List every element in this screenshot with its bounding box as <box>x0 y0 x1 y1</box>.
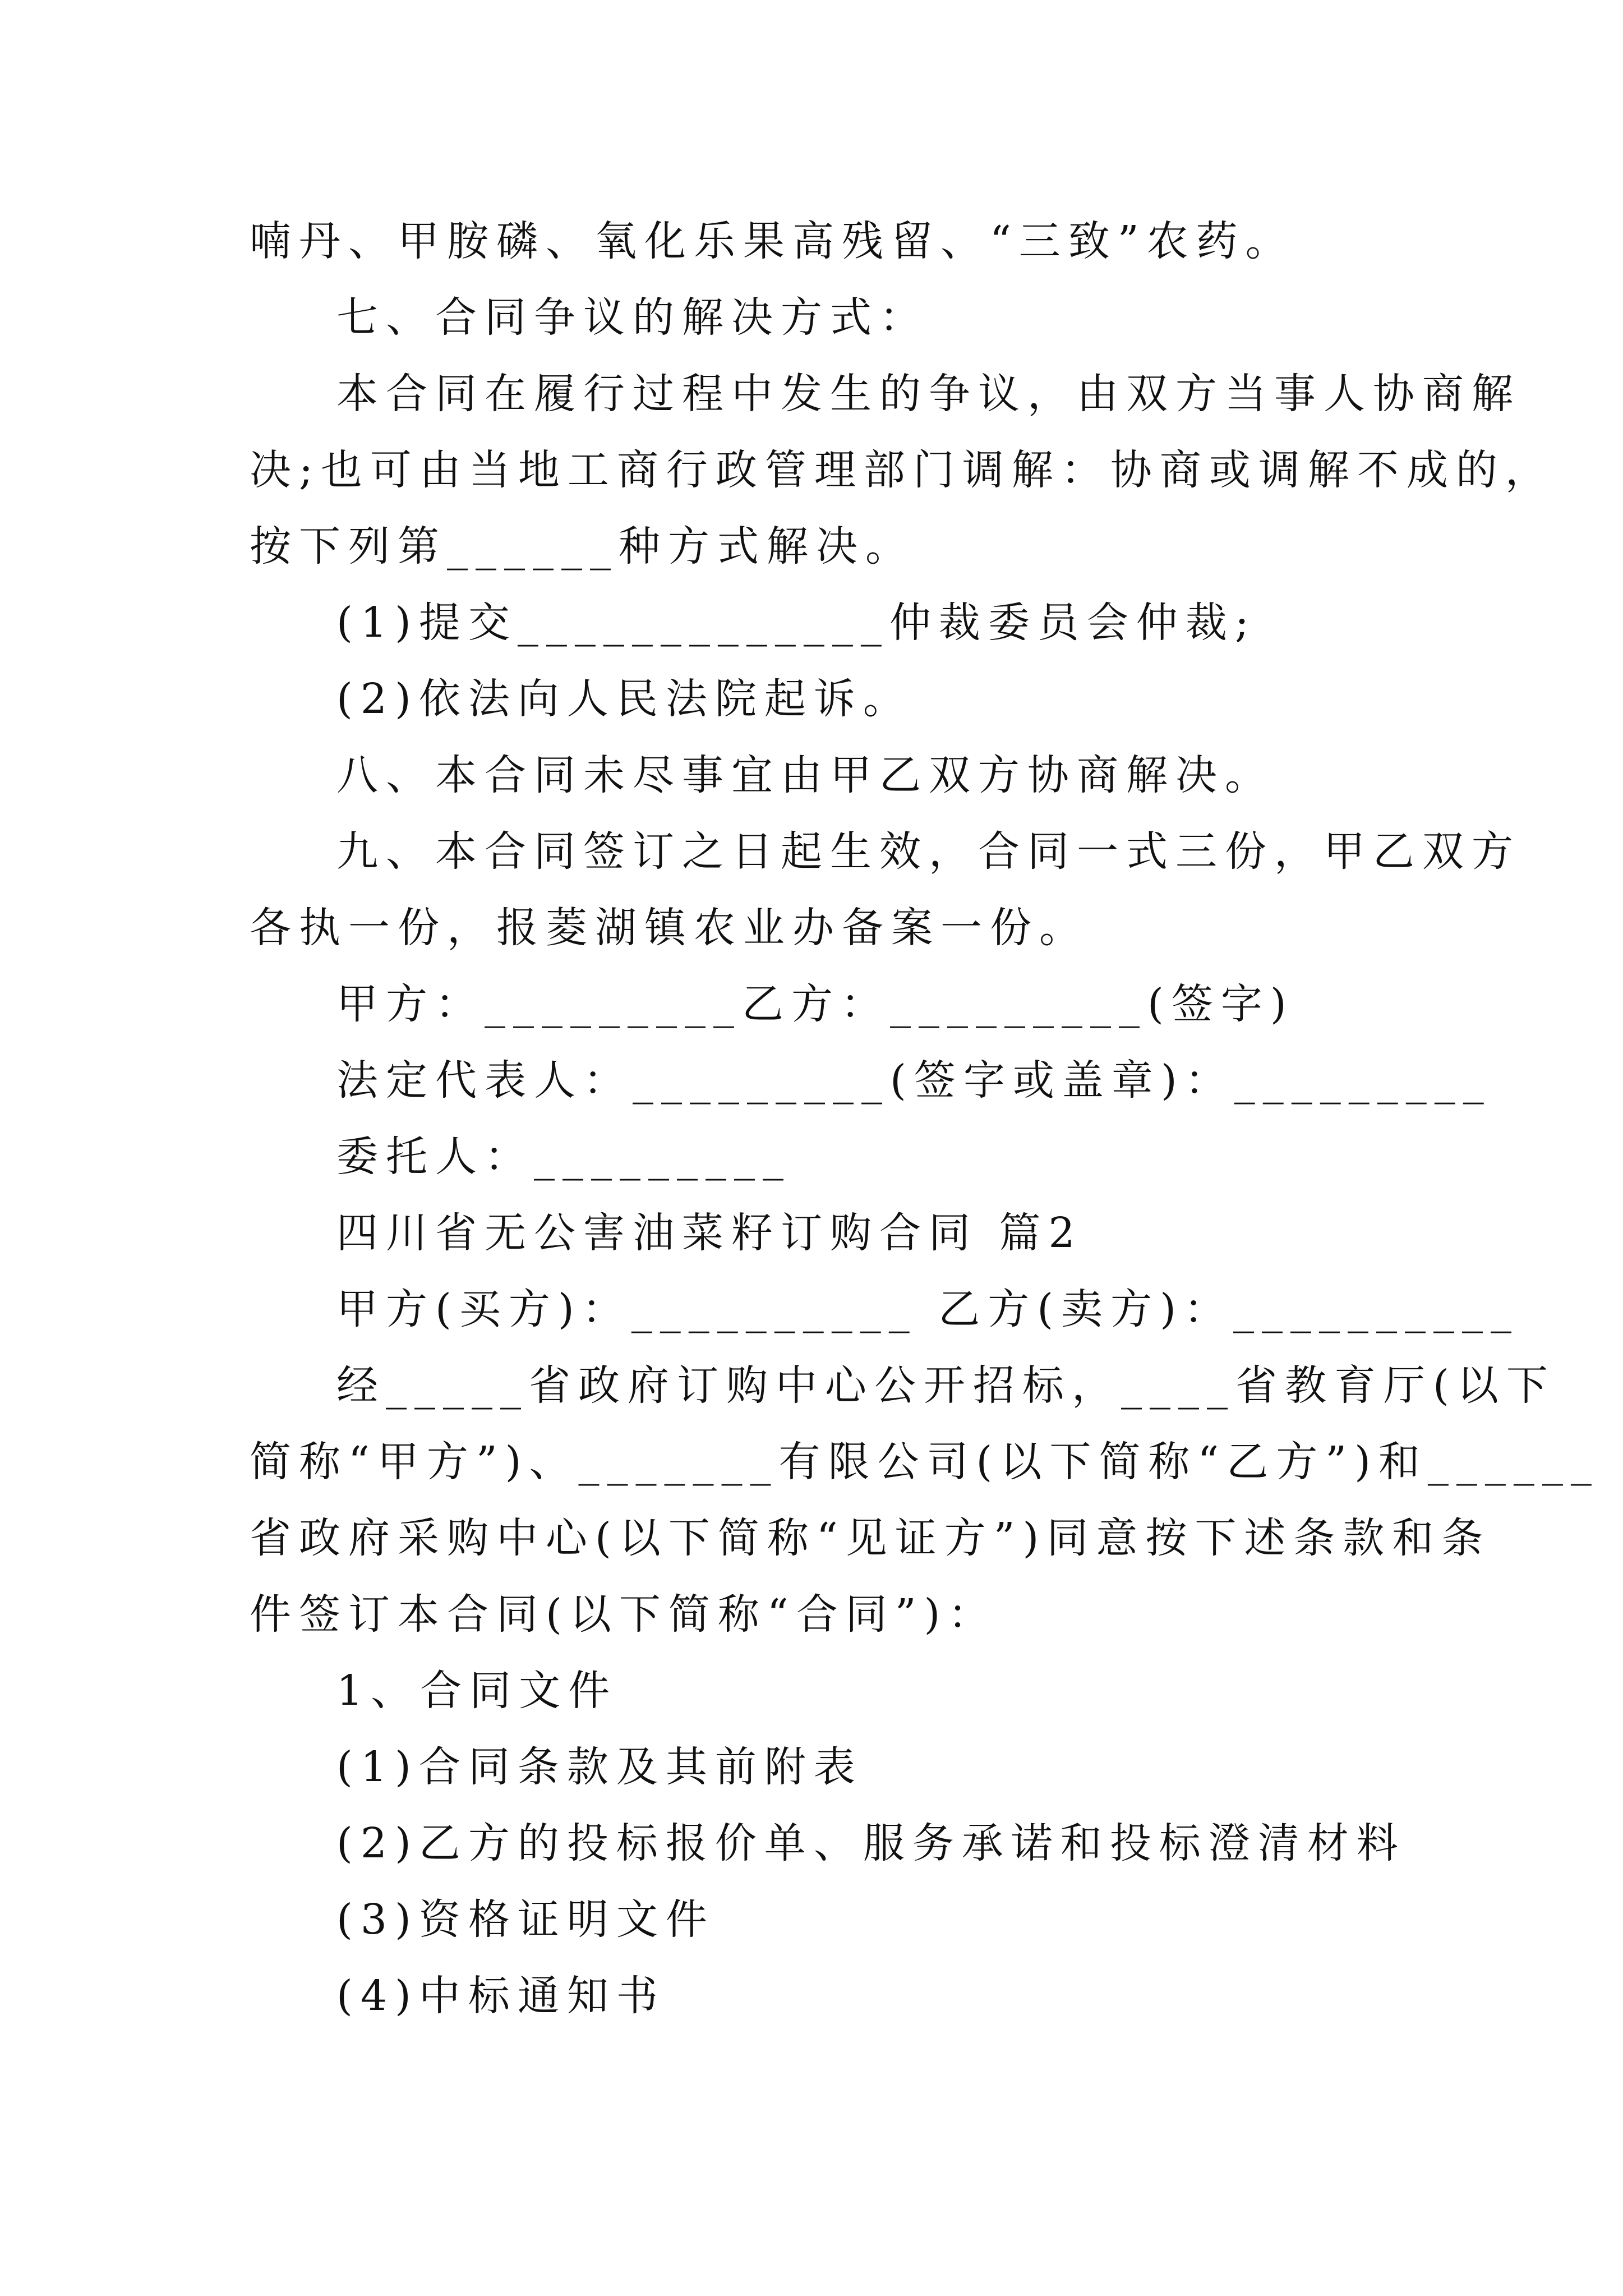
text-line-10: 各执一份，报菱湖镇农业办备案一份。 <box>250 904 1089 952</box>
text-line-1: 喃丹、甲胺磷、氧化乐果高残留、“三致”农药。 <box>250 217 1295 265</box>
text-line-4: 决;也可由当地工商行政管理部门调解：协商或调解不成的， <box>250 446 1555 494</box>
list-item-docs-2: (2)乙方的投标报价单、服务承诺和投标澄清材料 <box>336 1819 1406 1867</box>
list-item-2: (2)依法向人民法院起诉。 <box>336 675 912 723</box>
text-line-18: 省政府采购中心(以下简称“见证方”)同意按下述条款和条 <box>250 1514 1491 1562</box>
party-line: 甲方(买方)：__________ 乙方(卖方)：__________ <box>336 1285 1520 1333</box>
list-item-docs-1: (1)合同条款及其前附表 <box>336 1743 863 1791</box>
section-heading-9: 九、本合同签订之日起生效，合同一式三份，甲乙双方 <box>336 827 1521 876</box>
section-heading-7: 七、合同争议的解决方式： <box>336 293 929 342</box>
list-item-docs-3: (3)资格证明文件 <box>336 1895 715 1944</box>
signature-line-representative: 法定代表人：_________(签字或盖章)：_________ <box>336 1056 1492 1105</box>
list-item-docs-4: (4)中标通知书 <box>336 1972 666 2020</box>
document-title-part-2: 四川省无公害油菜籽订购合同 篇2 <box>336 1209 1083 1257</box>
list-item-1: (1)提交_____________仲裁委员会仲裁; <box>336 599 1257 647</box>
text-line-17: 简称“甲方”)、_______有限公司(以下简称“乙方”)和______ <box>250 1438 1599 1486</box>
signature-line-parties: 甲方：_________乙方：_________(签字) <box>336 980 1294 1028</box>
section-heading-contract-docs: 1、合同文件 <box>336 1667 618 1715</box>
text-line-16: 经_____省政府订购中心公开招标，____省教育厅(以下 <box>336 1361 1556 1410</box>
text-line-5: 按下列第______种方式解决。 <box>250 522 915 570</box>
text-line-19: 件签订本合同(以下简称“合同”)： <box>250 1590 998 1639</box>
text-line-3: 本合同在履行过程中发生的争议，由双方当事人协商解 <box>336 370 1521 418</box>
signature-line-agent: 委托人：_________ <box>336 1133 791 1181</box>
section-heading-8: 八、本合同未尽事宜由甲乙双方协商解决。 <box>336 751 1274 799</box>
